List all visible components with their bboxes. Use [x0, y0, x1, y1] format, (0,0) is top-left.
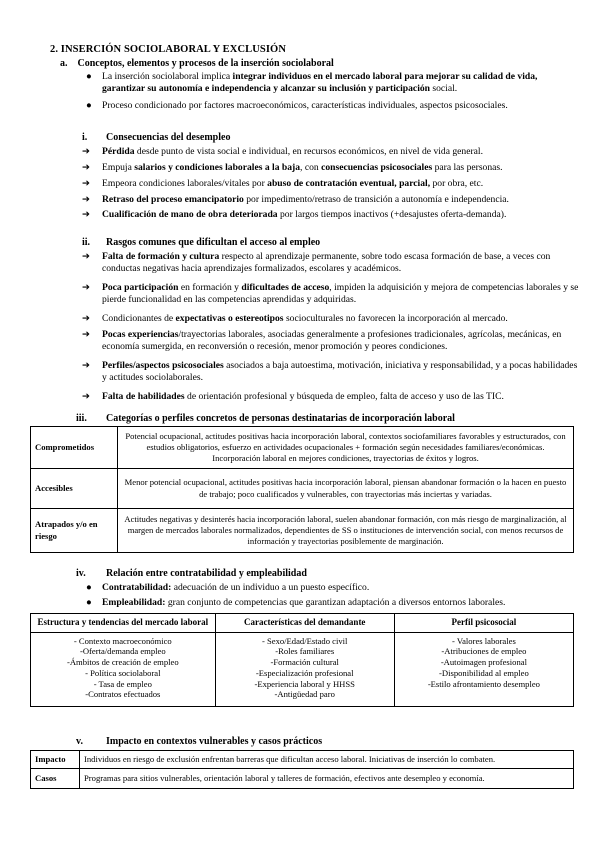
row-label: Comprometidos	[31, 427, 118, 469]
arrow-icon: ➔	[82, 178, 91, 189]
arrow-icon: ➔	[82, 162, 91, 173]
cell-line: - Contexto macroeconómico	[73, 635, 172, 646]
list-item: ➔ Condicionantes de expectativas o estereotipos socioculturales no favorecen la incorporación al mercado.	[82, 313, 508, 324]
row-label: Accesibles	[31, 469, 118, 509]
row-label: Casos	[31, 769, 80, 789]
cell-line: -Autoimagen profesional	[440, 657, 527, 668]
cell-line: -Atribuciones de empleo	[441, 646, 527, 657]
section-heading: 2. INSERCIÓN SOCIOLABORAL Y EXCLUSIÓN	[50, 44, 287, 55]
row-value: Actitudes negativas y desinterés hacia incorporación laboral, suelen abandonar formación, con más riesgo de marginalización, al margen de mercados laborales normalizados, dependientes de SS o instituciones de intervención social, con menos recursos de información y trayectorias posiblemente de marginación.	[118, 509, 574, 553]
impact-table	[30, 750, 574, 789]
subsection-a-text: Conceptos, elementos y procesos de la inserción sociolaboral	[77, 58, 334, 69]
arrow-icon: ➔	[82, 313, 91, 324]
subsection-ii-title: ii. Rasgos comunes que dificultan el acceso al empleo	[82, 237, 321, 248]
cell-line: -Contratos efectuados	[85, 689, 161, 700]
list-item: ➔ Pocas experiencias/trayectorias laborales, asociadas generalmente a profesiones tradicionales, agrícolas, mecánicas, en economía sumergida, en reconversión o recesión, menor promoción y peores condiciones.	[82, 329, 562, 353]
arrow-icon: ➔	[82, 391, 91, 402]
subsection-v-title: v. Impacto en contextos vulnerables y casos prácticos	[76, 736, 323, 747]
row-value: Programas para sitios vulnerables, orientación laboral y talleres de formación, efectivos ante desempleo y economía.	[80, 769, 574, 789]
list-item: ➔ Empeora condiciones laborales/vitales por abuso de contratación eventual, parcial, por obra, etc.	[82, 178, 484, 189]
table-cell	[31, 632, 216, 706]
cell-line: - Tasa de empleo	[93, 678, 152, 689]
arrow-icon: ➔	[82, 251, 91, 262]
subsection-iii-title: iii. Categorías o perfiles concretos de personas destinatarias de incorporación laboral	[76, 413, 455, 424]
subsection-i-title: i. Consecuencias del desempleo	[82, 132, 231, 143]
arrow-icon: ➔	[82, 360, 91, 371]
table-row	[31, 509, 574, 553]
employability-table	[30, 613, 574, 707]
row-label: Impacto	[31, 751, 80, 769]
subsection-iv-title: iv. Relación entre contratabilidad y empleabilidad	[76, 568, 307, 579]
list-item: ➔ Empuja salarios y condiciones laborales a la baja, con consecuencias psicosociales para las personas.	[82, 162, 503, 173]
table-cell	[215, 632, 394, 706]
bullet-icon: ●	[86, 582, 92, 593]
cell-line: -Formación cultural	[270, 657, 339, 668]
row-value: Menor potencial ocupacional, actitudes positivas hacia incorporación laboral, piensan abandonar formación o la hacen en puesto de trabajo; poco cualificados y vulnerables, con trayectorias más inciertas y variadas.	[118, 469, 574, 509]
list-item: ➔ Pérdida desde punto de vista social e individual, en recursos económicos, en nivel de vida general.	[82, 146, 483, 157]
row-value: Individuos en riesgo de exclusión enfrentan barreras que dificultan acceso laboral. Iniciativas de inserción lo combaten.	[80, 751, 574, 769]
cell-line: -Oferta/demanda empleo	[79, 646, 166, 657]
list-item: ➔ Perfiles/aspectos psicosociales asociados a baja autoestima, motivación, iniciativa y responsabilidad, y a pocas habilidades y actitudes sociolaborales.	[82, 360, 578, 384]
row-label: Atrapados y/o en riesgo	[31, 509, 118, 553]
bullet-item: ● Contratabilidad: adecuación de un individuo a un puesto específico.	[86, 582, 370, 593]
cell-line: - Sexo/Edad/Estado civil	[261, 635, 348, 646]
row-value: Potencial ocupacional, actitudes positivas hacia incorporación laboral, contextos sociofamiliares favorables y estructurados, con estudios obligatorios, esfuerzo en actividades ocupacionales + formación según necesidades familiares/económicas. Incorporación laboral en mejores condiciones, trayectorias de éxitos y logros.	[118, 427, 574, 469]
arrow-icon: ➔	[82, 209, 91, 220]
arrow-icon: ➔	[82, 329, 91, 340]
arrow-icon: ➔	[82, 194, 91, 205]
bullet-icon: ●	[86, 597, 92, 608]
cell-line: -Estilo afrontamiento desempleo	[427, 678, 540, 689]
arrow-icon: ➔	[82, 146, 91, 157]
arrow-icon: ➔	[82, 282, 91, 293]
table-cell	[394, 632, 573, 706]
list-item: ➔ Falta de habilidades de orientación profesional y búsqueda de empleo, falta de acceso y uso de las TIC.	[82, 391, 504, 402]
bullet-item: ● Proceso condicionado por factores macroeconómicos, características individuales, aspectos psicosociales.	[86, 100, 508, 111]
cell-line: - Política sociolaboral	[85, 667, 161, 678]
cell-line: -Ámbitos de creación de empleo	[66, 657, 179, 668]
subsection-a-title	[60, 57, 334, 70]
cell-line: -Disponibilidad al empleo	[439, 667, 529, 678]
cell-line: -Antigüedad paro	[274, 689, 335, 700]
table-row	[31, 469, 574, 509]
cell-line: -Especialización profesional	[255, 667, 354, 678]
column-header: Características del demandante	[215, 614, 394, 633]
bullet-item: ● La inserción sociolaboral implica integrar individuos en el mercado laboral para mejorar su calidad de vida, garantizar su autonomía e independencia y alcanzar su inclusión y participación social.	[86, 71, 538, 95]
bullet-icon: ●	[86, 100, 92, 111]
list-item: ➔ Retraso del proceso emancipatorio por impedimento/retraso de transición a autonomía e independencia.	[82, 194, 509, 205]
cell-line: -Experiencia laboral y HHSS	[254, 678, 355, 689]
table-header-row	[31, 614, 574, 633]
bullet-icon: ●	[86, 71, 92, 82]
list-item: ➔ Poca participación en formación y dificultades de acceso, impiden la adquisición y mejora de competencias laborales y se pierde funcionalidad en las competencias aprendidas y adquiridas.	[82, 282, 579, 306]
bullet-item: ● Empleabilidad: gran conjunto de competencias que garantizan adaptación a diversos entornos laborales.	[86, 597, 506, 608]
column-header: Perfil psicosocial	[394, 614, 573, 633]
cell-line: - Valores laborales	[452, 635, 516, 646]
table-row	[31, 427, 574, 469]
list-item: ➔ Cualificación de mano de obra deteriorada por largos tiempos inactivos (+desajustes oferta-demanda).	[82, 209, 507, 220]
table-row	[31, 632, 574, 706]
table-row	[31, 769, 574, 789]
list-item: ➔ Falta de formación y cultura respecto al aprendizaje permanente, sobre todo escasa formación de base, a veces con conductas negativas hacia aprendizajes formalizados, escolares y académicos.	[82, 251, 551, 275]
column-header: Estructura y tendencias del mercado laboral	[31, 614, 216, 633]
profiles-table	[30, 426, 574, 553]
subsection-a-marker: a.	[60, 58, 68, 69]
table-row	[31, 751, 574, 769]
cell-line: -Roles familiares	[275, 646, 335, 657]
